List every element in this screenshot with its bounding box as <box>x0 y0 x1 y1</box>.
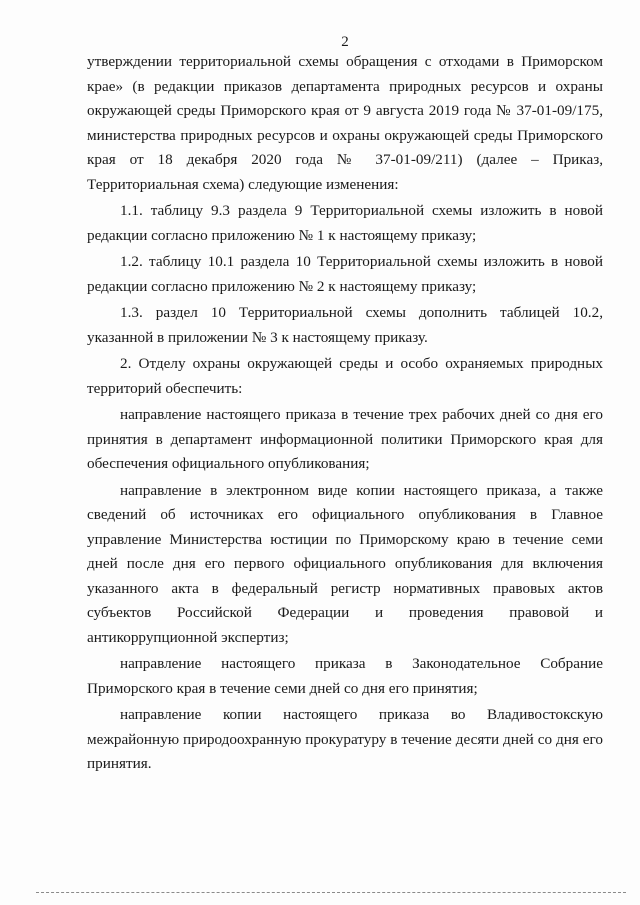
paragraph-legislative-assembly: направление настоящего приказа в Законодательное Собрание Приморского края в течение семи дней со дня его принятия; <box>87 655 603 697</box>
paragraph-intro: утверждении территориальной схемы обращения с отходами в Приморском крае» (в редакции приказов департамента природных ресурсов и охраны окружающей среды Приморского края от 9 августа 2019 года № 37-01-09/175, министерства природных ресурсов и охраны окружающей среды Приморского края от 18 декабря 2020 года № 37-01-09/211) (далее – Приказ, Территориальная схема) следующие изменения: <box>87 53 603 193</box>
paragraph-item-1-1: 1.1. таблицу 9.3 раздела 9 Территориальной схемы изложить в новой редакции согласно приложению № 1 к настоящему приказу; <box>87 202 603 244</box>
paragraph-publication: направление настоящего приказа в течение трех рабочих дней со дня его принятия в департамент информационной политики Приморского края для обеспечения официального опубликования; <box>87 406 603 472</box>
page-number: 2 <box>341 34 349 50</box>
paragraph-item-1-2: 1.2. таблицу 10.1 раздела 10 Территориальной схемы изложить в новой редакции согласно приложению № 2 к настоящему приказу; <box>87 253 603 295</box>
page-bottom-divider <box>36 892 626 893</box>
paragraph-justice-ministry: направление в электронном виде копии настоящего приказа, а также сведений об источниках его официального опубликования в Главное управление Министерства юстиции по Приморскому краю в течение семи дней после дня его первого официального опубликования для включения указанного акта в федеральный регистр нормативных правовых актов субъектов Российской Федерации и проведения правовой и антикоррупционной экспертиз; <box>87 481 603 646</box>
document-body <box>87 50 603 777</box>
paragraph-prosecutor: направление копии настоящего приказа во Владивостокскую межрайонную природоохранную прокуратуру в течение десяти дней со дня его принятия. <box>87 706 603 772</box>
paragraph-item-2: 2. Отделу охраны окружающей среды и особо охраняемых природных территорий обеспечить: <box>87 355 603 397</box>
paragraph-item-1-3: 1.3. раздел 10 Территориальной схемы дополнить таблицей 10.2, указанной в приложении № 3 к настоящему приказу. <box>87 304 603 346</box>
